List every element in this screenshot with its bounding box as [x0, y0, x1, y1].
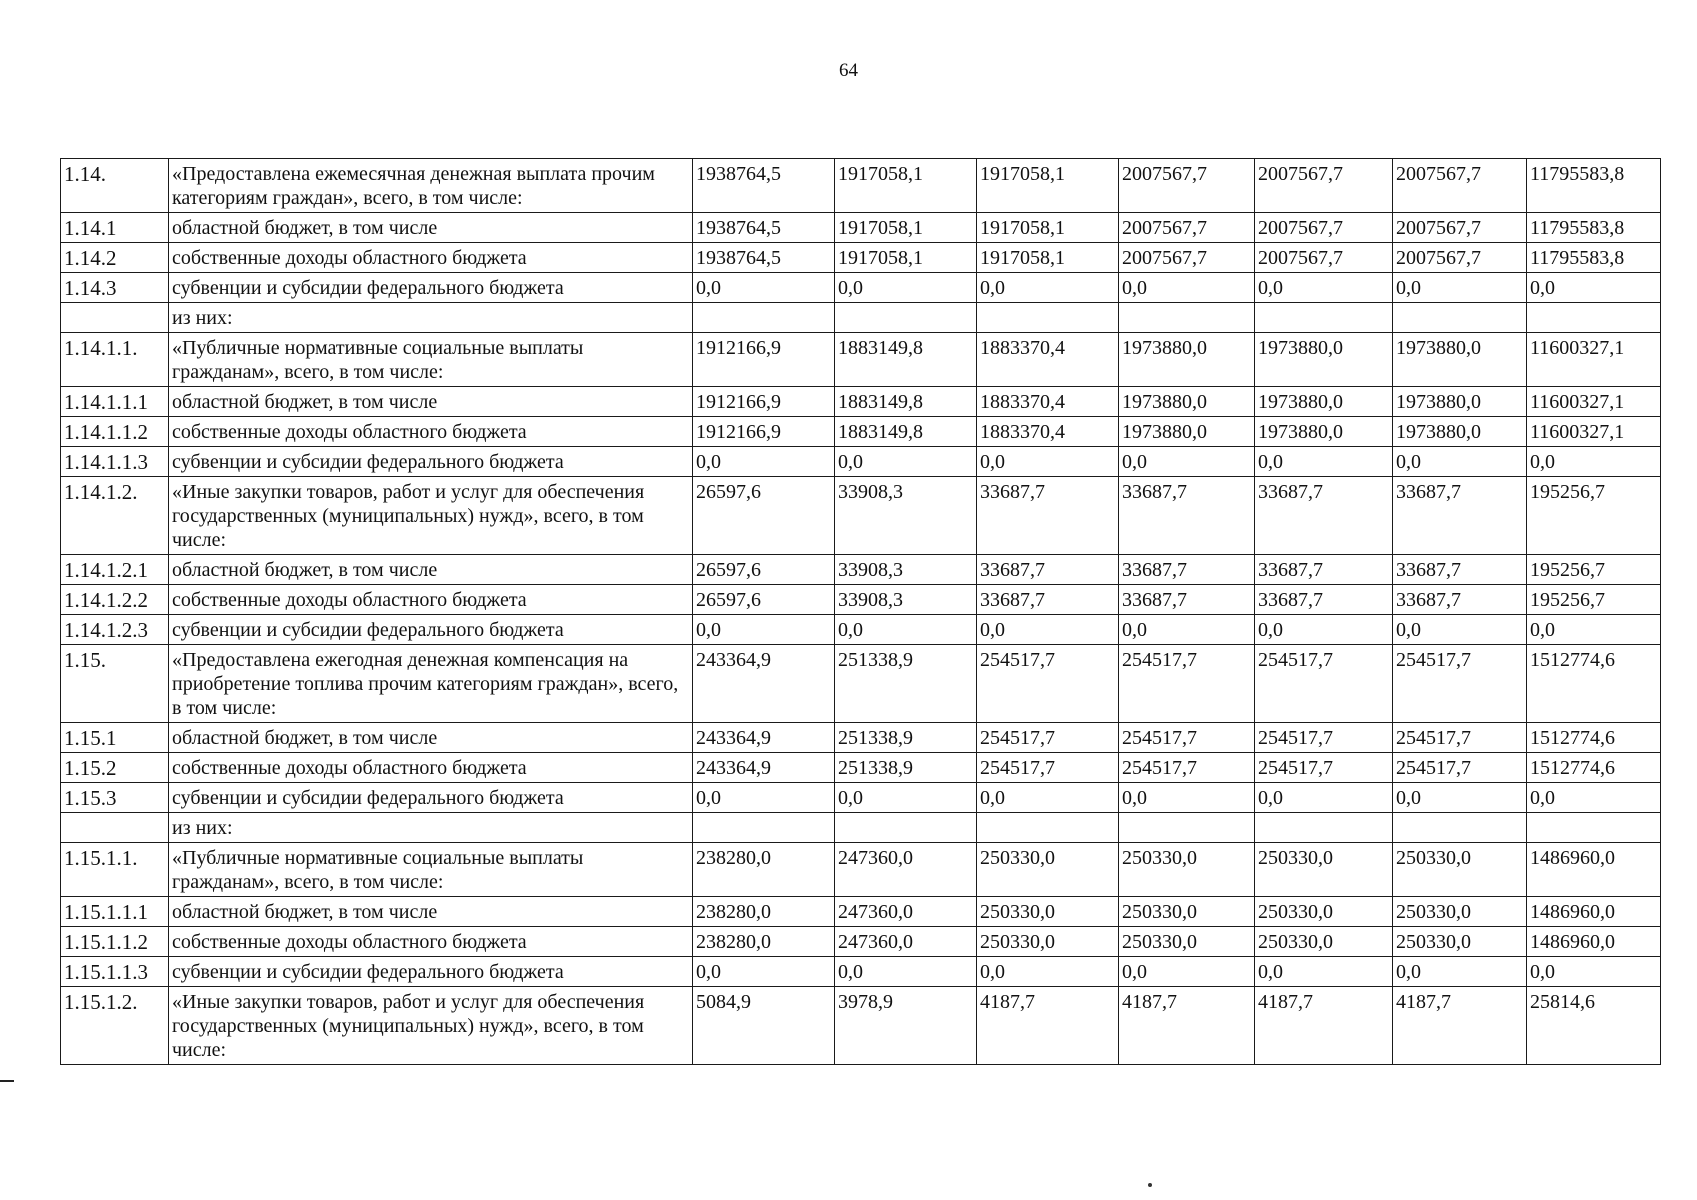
value-cell: 33687,7: [1255, 477, 1393, 555]
table-row: [61, 897, 1661, 927]
value-cell: 250330,0: [977, 927, 1119, 957]
value-cell: 0,0: [1255, 273, 1393, 303]
value-cell: 0,0: [977, 783, 1119, 813]
table-row: [61, 555, 1661, 585]
value-cell: 0,0: [977, 957, 1119, 987]
value-cell: 26597,6: [693, 555, 835, 585]
value-cell: 1512774,6: [1527, 723, 1661, 753]
table-body: [61, 159, 1661, 1065]
value-cell: 2007567,7: [1255, 213, 1393, 243]
value-cell: 250330,0: [1255, 897, 1393, 927]
value-cell: 254517,7: [1119, 723, 1255, 753]
value-cell: 254517,7: [977, 645, 1119, 723]
table-row: [61, 333, 1661, 387]
row-code: 1.14.1.1.1: [61, 387, 169, 417]
value-cell: 1973880,0: [1393, 417, 1527, 447]
table-row: [61, 783, 1661, 813]
row-code: 1.14.2: [61, 243, 169, 273]
value-cell: 2007567,7: [1119, 213, 1255, 243]
value-cell: 0,0: [1119, 957, 1255, 987]
value-cell: 1883370,4: [977, 333, 1119, 387]
row-description: собственные доходы областного бюджета: [169, 753, 693, 783]
row-description: субвенции и субсидии федерального бюджета: [169, 783, 693, 813]
value-cell: 0,0: [693, 783, 835, 813]
value-cell: 33687,7: [1119, 477, 1255, 555]
value-cell: 0,0: [835, 615, 977, 645]
table-row: [61, 957, 1661, 987]
value-cell: 33687,7: [1255, 555, 1393, 585]
value-cell: 1973880,0: [1255, 417, 1393, 447]
value-cell: 11600327,1: [1527, 333, 1661, 387]
value-cell: 0,0: [693, 957, 835, 987]
value-cell: 0,0: [1527, 447, 1661, 477]
row-code: [61, 303, 169, 333]
value-cell: 247360,0: [835, 927, 977, 957]
value-cell: 195256,7: [1527, 585, 1661, 615]
table-row: [61, 615, 1661, 645]
value-cell: 4187,7: [1393, 987, 1527, 1065]
table-row: [61, 303, 1661, 333]
value-cell: 33908,3: [835, 555, 977, 585]
value-cell: 11600327,1: [1527, 387, 1661, 417]
value-cell: 33687,7: [1393, 477, 1527, 555]
value-cell: 251338,9: [835, 753, 977, 783]
value-cell: 254517,7: [1255, 753, 1393, 783]
value-cell: 0,0: [1527, 615, 1661, 645]
value-cell: 26597,6: [693, 585, 835, 615]
value-cell: 254517,7: [1393, 753, 1527, 783]
value-cell: 1973880,0: [1255, 387, 1393, 417]
value-cell: 5084,9: [693, 987, 835, 1065]
value-cell: 254517,7: [1255, 645, 1393, 723]
row-code: 1.15.1.1.3: [61, 957, 169, 987]
value-cell: 0,0: [1393, 273, 1527, 303]
row-code: 1.15.1: [61, 723, 169, 753]
row-description: субвенции и субсидии федерального бюджета: [169, 957, 693, 987]
value-cell: 0,0: [1393, 783, 1527, 813]
scan-speck: [1148, 1183, 1152, 1187]
value-cell: 1883149,8: [835, 417, 977, 447]
row-code: 1.14.1.1.3: [61, 447, 169, 477]
value-cell: 26597,6: [693, 477, 835, 555]
value-cell: 0,0: [977, 273, 1119, 303]
value-cell: 33687,7: [977, 477, 1119, 555]
value-cell: 33687,7: [1393, 585, 1527, 615]
value-cell: 33687,7: [1119, 585, 1255, 615]
value-cell: 0,0: [1527, 783, 1661, 813]
value-cell: 0,0: [1393, 615, 1527, 645]
value-cell: 247360,0: [835, 897, 977, 927]
value-cell: 1973880,0: [1119, 417, 1255, 447]
value-cell: 1917058,1: [835, 213, 977, 243]
table-row: [61, 987, 1661, 1065]
value-cell: 0,0: [1393, 447, 1527, 477]
row-description: субвенции и субсидии федерального бюджета: [169, 447, 693, 477]
table-row: [61, 813, 1661, 843]
value-cell: 0,0: [693, 447, 835, 477]
row-description: «Публичные нормативные социальные выплаты гражданам», всего, в том числе:: [169, 843, 693, 897]
row-description: «Предоставлена ежемесячная денежная выплата прочим категориям граждан», всего, в том числе:: [169, 159, 693, 213]
value-cell: [1393, 813, 1527, 843]
value-cell: 1938764,5: [693, 213, 835, 243]
row-description: из них:: [169, 813, 693, 843]
value-cell: 1512774,6: [1527, 753, 1661, 783]
row-description: «Публичные нормативные социальные выплаты гражданам», всего, в том числе:: [169, 333, 693, 387]
row-code: 1.15.1.1.2: [61, 927, 169, 957]
value-cell: 1912166,9: [693, 333, 835, 387]
value-cell: 0,0: [835, 783, 977, 813]
value-cell: 1938764,5: [693, 243, 835, 273]
value-cell: 33908,3: [835, 477, 977, 555]
value-cell: 238280,0: [693, 843, 835, 897]
value-cell: 250330,0: [1119, 843, 1255, 897]
value-cell: 0,0: [1527, 273, 1661, 303]
value-cell: 1917058,1: [977, 159, 1119, 213]
table-row: [61, 447, 1661, 477]
value-cell: 2007567,7: [1255, 159, 1393, 213]
value-cell: 254517,7: [977, 753, 1119, 783]
value-cell: [835, 813, 977, 843]
value-cell: 1883149,8: [835, 387, 977, 417]
value-cell: 1486960,0: [1527, 843, 1661, 897]
value-cell: 0,0: [1255, 957, 1393, 987]
value-cell: 11795583,8: [1527, 243, 1661, 273]
row-description: из них:: [169, 303, 693, 333]
value-cell: 1912166,9: [693, 417, 835, 447]
value-cell: 0,0: [977, 447, 1119, 477]
row-description: собственные доходы областного бюджета: [169, 243, 693, 273]
value-cell: 1883149,8: [835, 333, 977, 387]
value-cell: 33687,7: [1119, 555, 1255, 585]
margin-mark: [0, 1080, 14, 1082]
table-row: [61, 753, 1661, 783]
row-description: «Иные закупки товаров, работ и услуг для обеспечения государственных (муниципальных) нужд», всего, в том числе:: [169, 477, 693, 555]
value-cell: 250330,0: [1393, 927, 1527, 957]
value-cell: 0,0: [693, 273, 835, 303]
table-row: [61, 585, 1661, 615]
value-cell: 250330,0: [1393, 897, 1527, 927]
value-cell: 11795583,8: [1527, 213, 1661, 243]
value-cell: 0,0: [1119, 783, 1255, 813]
value-cell: 1973880,0: [1119, 387, 1255, 417]
row-code: 1.14.1.1.: [61, 333, 169, 387]
value-cell: 250330,0: [977, 843, 1119, 897]
value-cell: 4187,7: [1119, 987, 1255, 1065]
value-cell: 1938764,5: [693, 159, 835, 213]
value-cell: 0,0: [835, 447, 977, 477]
value-cell: 1486960,0: [1527, 927, 1661, 957]
value-cell: [1255, 303, 1393, 333]
value-cell: 195256,7: [1527, 477, 1661, 555]
value-cell: 4187,7: [1255, 987, 1393, 1065]
value-cell: 33687,7: [977, 555, 1119, 585]
row-code: 1.14.1.1.2: [61, 417, 169, 447]
value-cell: 1973880,0: [1393, 387, 1527, 417]
table-row: [61, 159, 1661, 213]
value-cell: [977, 813, 1119, 843]
row-description: собственные доходы областного бюджета: [169, 927, 693, 957]
budget-table: [60, 158, 1661, 1065]
value-cell: 1973880,0: [1255, 333, 1393, 387]
value-cell: [1393, 303, 1527, 333]
value-cell: 2007567,7: [1393, 213, 1527, 243]
value-cell: 0,0: [835, 273, 977, 303]
value-cell: 2007567,7: [1393, 159, 1527, 213]
table-row: [61, 843, 1661, 897]
value-cell: 254517,7: [1393, 723, 1527, 753]
table-row: [61, 477, 1661, 555]
table-row: [61, 387, 1661, 417]
value-cell: 195256,7: [1527, 555, 1661, 585]
row-description: областной бюджет, в том числе: [169, 387, 693, 417]
value-cell: 1917058,1: [977, 243, 1119, 273]
value-cell: 0,0: [1255, 447, 1393, 477]
value-cell: [977, 303, 1119, 333]
value-cell: 0,0: [835, 957, 977, 987]
row-code: 1.14.1.2.3: [61, 615, 169, 645]
value-cell: 254517,7: [1119, 753, 1255, 783]
row-code: 1.15.1.1.: [61, 843, 169, 897]
row-description: «Предоставлена ежегодная денежная компенсация на приобретение топлива прочим категориям граждан», всего, в том числе:: [169, 645, 693, 723]
value-cell: 251338,9: [835, 645, 977, 723]
row-description: «Иные закупки товаров, работ и услуг для обеспечения государственных (муниципальных) нужд», всего, в том числе:: [169, 987, 693, 1065]
value-cell: [1255, 813, 1393, 843]
value-cell: [693, 813, 835, 843]
value-cell: 1912166,9: [693, 387, 835, 417]
row-code: 1.15.2: [61, 753, 169, 783]
value-cell: 254517,7: [1255, 723, 1393, 753]
row-code: 1.14.1.2.: [61, 477, 169, 555]
table-row: [61, 927, 1661, 957]
value-cell: 0,0: [1119, 447, 1255, 477]
value-cell: 33687,7: [1255, 585, 1393, 615]
value-cell: 2007567,7: [1255, 243, 1393, 273]
value-cell: 11600327,1: [1527, 417, 1661, 447]
value-cell: 0,0: [1119, 273, 1255, 303]
row-description: субвенции и субсидии федерального бюджета: [169, 273, 693, 303]
value-cell: [1527, 303, 1661, 333]
value-cell: 0,0: [1255, 615, 1393, 645]
row-code: 1.15.3: [61, 783, 169, 813]
value-cell: 238280,0: [693, 927, 835, 957]
value-cell: 254517,7: [1393, 645, 1527, 723]
value-cell: [1119, 813, 1255, 843]
value-cell: 243364,9: [693, 645, 835, 723]
value-cell: 238280,0: [693, 897, 835, 927]
row-code: 1.14.1.2.1: [61, 555, 169, 585]
value-cell: 1917058,1: [977, 213, 1119, 243]
value-cell: 2007567,7: [1119, 159, 1255, 213]
table-row: [61, 213, 1661, 243]
value-cell: 1883370,4: [977, 417, 1119, 447]
table-row: [61, 243, 1661, 273]
row-description: областной бюджет, в том числе: [169, 213, 693, 243]
row-description: субвенции и субсидии федерального бюджета: [169, 615, 693, 645]
value-cell: 2007567,7: [1119, 243, 1255, 273]
value-cell: 250330,0: [1255, 843, 1393, 897]
value-cell: 250330,0: [977, 897, 1119, 927]
value-cell: 3978,9: [835, 987, 977, 1065]
value-cell: 11795583,8: [1527, 159, 1661, 213]
value-cell: 250330,0: [1255, 927, 1393, 957]
value-cell: 0,0: [1393, 957, 1527, 987]
value-cell: 33687,7: [977, 585, 1119, 615]
table-row: [61, 417, 1661, 447]
value-cell: 251338,9: [835, 723, 977, 753]
value-cell: 250330,0: [1119, 927, 1255, 957]
value-cell: 254517,7: [977, 723, 1119, 753]
row-code: 1.14.3: [61, 273, 169, 303]
value-cell: 1973880,0: [1119, 333, 1255, 387]
table-row: [61, 273, 1661, 303]
value-cell: 1512774,6: [1527, 645, 1661, 723]
row-code: 1.15.1.2.: [61, 987, 169, 1065]
value-cell: 254517,7: [1119, 645, 1255, 723]
value-cell: 4187,7: [977, 987, 1119, 1065]
value-cell: 1883370,4: [977, 387, 1119, 417]
value-cell: [693, 303, 835, 333]
value-cell: 33687,7: [1393, 555, 1527, 585]
page-number: 64: [839, 60, 858, 81]
value-cell: 0,0: [977, 615, 1119, 645]
value-cell: 1917058,1: [835, 159, 977, 213]
value-cell: 25814,6: [1527, 987, 1661, 1065]
value-cell: [1527, 813, 1661, 843]
value-cell: 250330,0: [1119, 897, 1255, 927]
value-cell: 243364,9: [693, 723, 835, 753]
row-code: 1.14.: [61, 159, 169, 213]
value-cell: 0,0: [693, 615, 835, 645]
row-description: областной бюджет, в том числе: [169, 897, 693, 927]
value-cell: 1486960,0: [1527, 897, 1661, 927]
row-code: [61, 813, 169, 843]
row-description: областной бюджет, в том числе: [169, 723, 693, 753]
table-row: [61, 645, 1661, 723]
value-cell: 0,0: [1527, 957, 1661, 987]
row-code: 1.15.1.1.1: [61, 897, 169, 927]
row-code: 1.14.1: [61, 213, 169, 243]
row-description: собственные доходы областного бюджета: [169, 417, 693, 447]
value-cell: [1119, 303, 1255, 333]
value-cell: 1917058,1: [835, 243, 977, 273]
row-code: 1.14.1.2.2: [61, 585, 169, 615]
value-cell: 243364,9: [693, 753, 835, 783]
value-cell: [835, 303, 977, 333]
value-cell: 250330,0: [1393, 843, 1527, 897]
value-cell: 2007567,7: [1393, 243, 1527, 273]
value-cell: 33908,3: [835, 585, 977, 615]
row-description: областной бюджет, в том числе: [169, 555, 693, 585]
table-row: [61, 723, 1661, 753]
row-description: собственные доходы областного бюджета: [169, 585, 693, 615]
value-cell: 0,0: [1119, 615, 1255, 645]
value-cell: 247360,0: [835, 843, 977, 897]
row-code: 1.15.: [61, 645, 169, 723]
value-cell: 1973880,0: [1393, 333, 1527, 387]
value-cell: 0,0: [1255, 783, 1393, 813]
